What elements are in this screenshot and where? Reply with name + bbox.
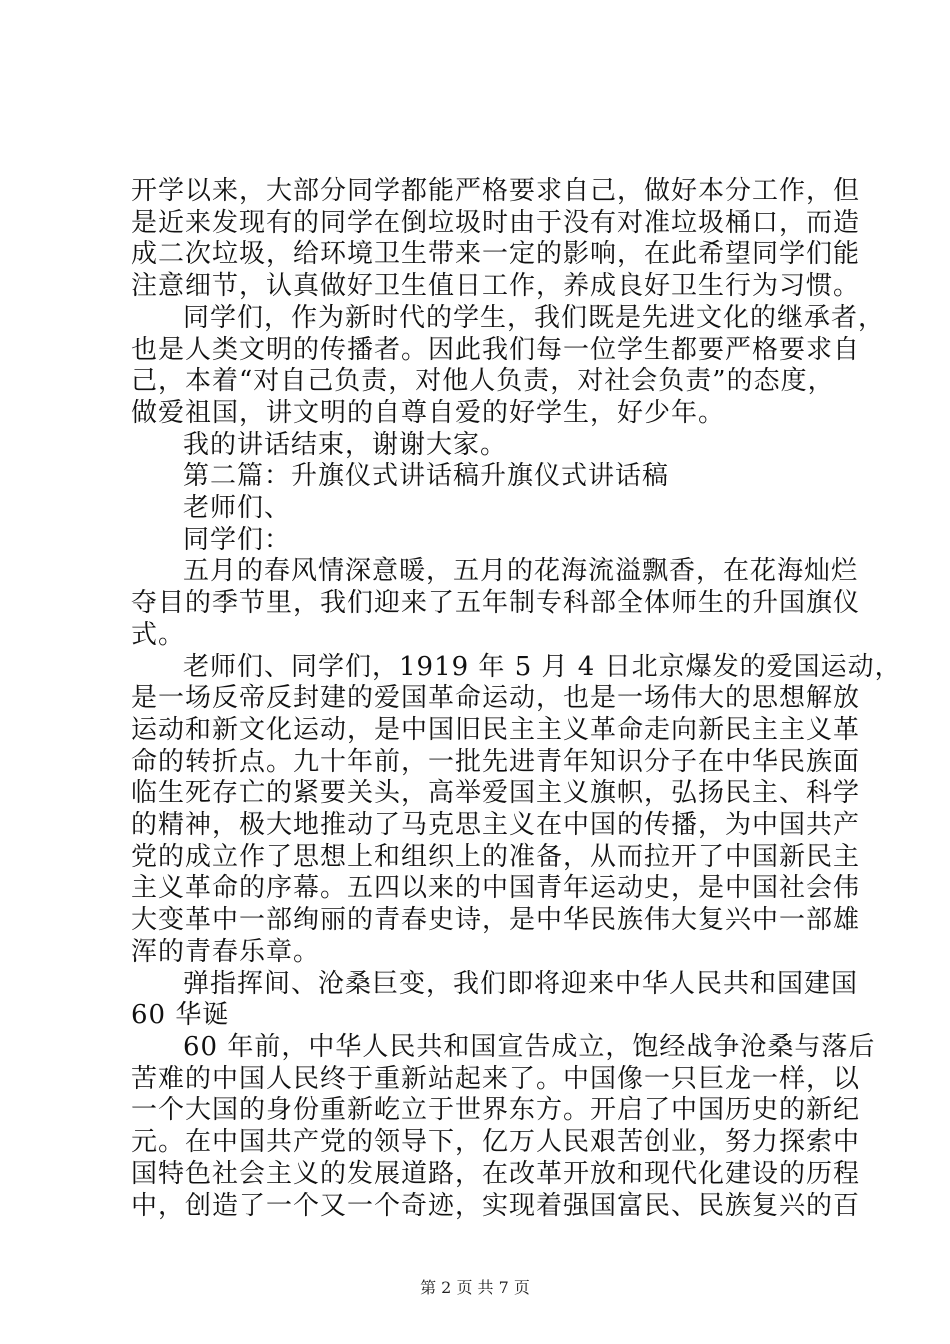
text-line: 同学们： xyxy=(183,524,292,555)
text-line: 60 年前，中华人民共和国宣告成立，饱经战争沧桑与落后 xyxy=(183,1031,876,1062)
text-line: 苦难的中国人民终于重新站起来了。中国像一只巨龙一样，以 xyxy=(131,1063,861,1094)
paragraph xyxy=(131,1031,876,1222)
paragraph xyxy=(131,493,831,525)
text-line: 我的讲话结束，谢谢大家。 xyxy=(183,429,508,460)
text-line: 中，创造了一个又一个奇迹，实现着强国富民、民族复兴的百 xyxy=(131,1190,861,1221)
text-line: 五月的春风情深意暖，五月的花海流溢飘香，在花海灿烂 xyxy=(183,556,859,587)
text-line: 第二篇：升旗仪式讲话稿升旗仪式讲话稿 xyxy=(183,461,670,492)
text-line: 浑的青春乐章。 xyxy=(131,936,321,967)
paragraph xyxy=(131,302,886,430)
text-line: 注意细节，认真做好卫生值日工作，养成良好卫生行为习惯。 xyxy=(131,271,861,302)
text-line: 老师们、同学们，1919 年 5 月 4 日北京爆发的爱国运动， xyxy=(183,651,902,682)
text-line: 做爱祖国，讲文明的自尊自爱的好学生，好少年。 xyxy=(131,397,726,428)
paragraph xyxy=(131,556,861,651)
document-body xyxy=(131,176,902,1222)
paragraph xyxy=(131,525,831,557)
text-line: 主义革命的序幕。五四以来的中国青年运动史，是中国社会伟 xyxy=(131,873,861,904)
text-line: 是近来发现有的同学在倒垃圾时由于没有对准垃圾桶口，而造 xyxy=(131,207,861,238)
paragraph xyxy=(131,461,831,493)
text-line: 是一场反帝反封建的爱国革命运动，也是一场伟大的思想解放 xyxy=(131,683,861,714)
text-line: 式。 xyxy=(131,619,186,650)
text-line: 60 华诞 xyxy=(131,1000,230,1031)
text-line: 命的转折点。九十年前，一批先进青年知识分子在中华民族面 xyxy=(131,746,861,777)
text-line: 也是人类文明的传播者。因此我们每一位学生都要严格要求自 xyxy=(131,334,861,365)
text-line: 弹指挥间、沧桑巨变，我们即将迎来中华人民共和国建国 xyxy=(183,968,859,999)
paragraph xyxy=(131,176,861,303)
text-line: 国特色社会主义的发展道路，在改革开放和现代化建设的历程 xyxy=(131,1158,861,1189)
text-line: 运动和新文化运动，是中国旧民主主义革命走向新民主主义革 xyxy=(131,714,861,745)
text-line: 老师们、 xyxy=(183,493,292,524)
text-line: 同学们，作为新时代的学生，我们既是先进文化的继承者， xyxy=(183,302,886,333)
text-line: 成二次垃圾，给环境卫生带来一定的影响，在此希望同学们能 xyxy=(131,239,861,270)
paragraph xyxy=(131,430,831,462)
paragraph xyxy=(131,651,902,969)
text-line: 一个大国的身份重新屹立于世界东方。开启了中国历史的新纪 xyxy=(131,1095,861,1126)
text-line: 临生死存亡的紧要关头，高举爱国主义旗帜，弘扬民主、科学 xyxy=(131,778,861,809)
text-line: 党的成立作了思想上和组织上的准备，从而拉开了中国新民主 xyxy=(131,841,861,872)
text-line: 己，本着“对自己负责，对他人负责，对社会负责”的态度， xyxy=(131,366,835,397)
text-line: 开学以来，大部分同学都能严格要求自己，做好本分工作，但 xyxy=(131,176,861,206)
text-line: 元。在中国共产党的领导下，亿万人民艰苦创业，努力探索中 xyxy=(131,1127,861,1158)
text-line: 的精神，极大地推动了马克思主义在中国的传播，为中国共产 xyxy=(131,810,861,841)
page-footer: 第 2 页 共 7 页 xyxy=(420,1278,530,1297)
paragraph xyxy=(131,968,859,1032)
text-line: 夺目的季节里，我们迎来了五年制专科部全体师生的升国旗仪 xyxy=(131,588,861,619)
text-line: 大变革中一部绚丽的青春史诗，是中华民族伟大复兴中一部雄 xyxy=(131,905,861,936)
